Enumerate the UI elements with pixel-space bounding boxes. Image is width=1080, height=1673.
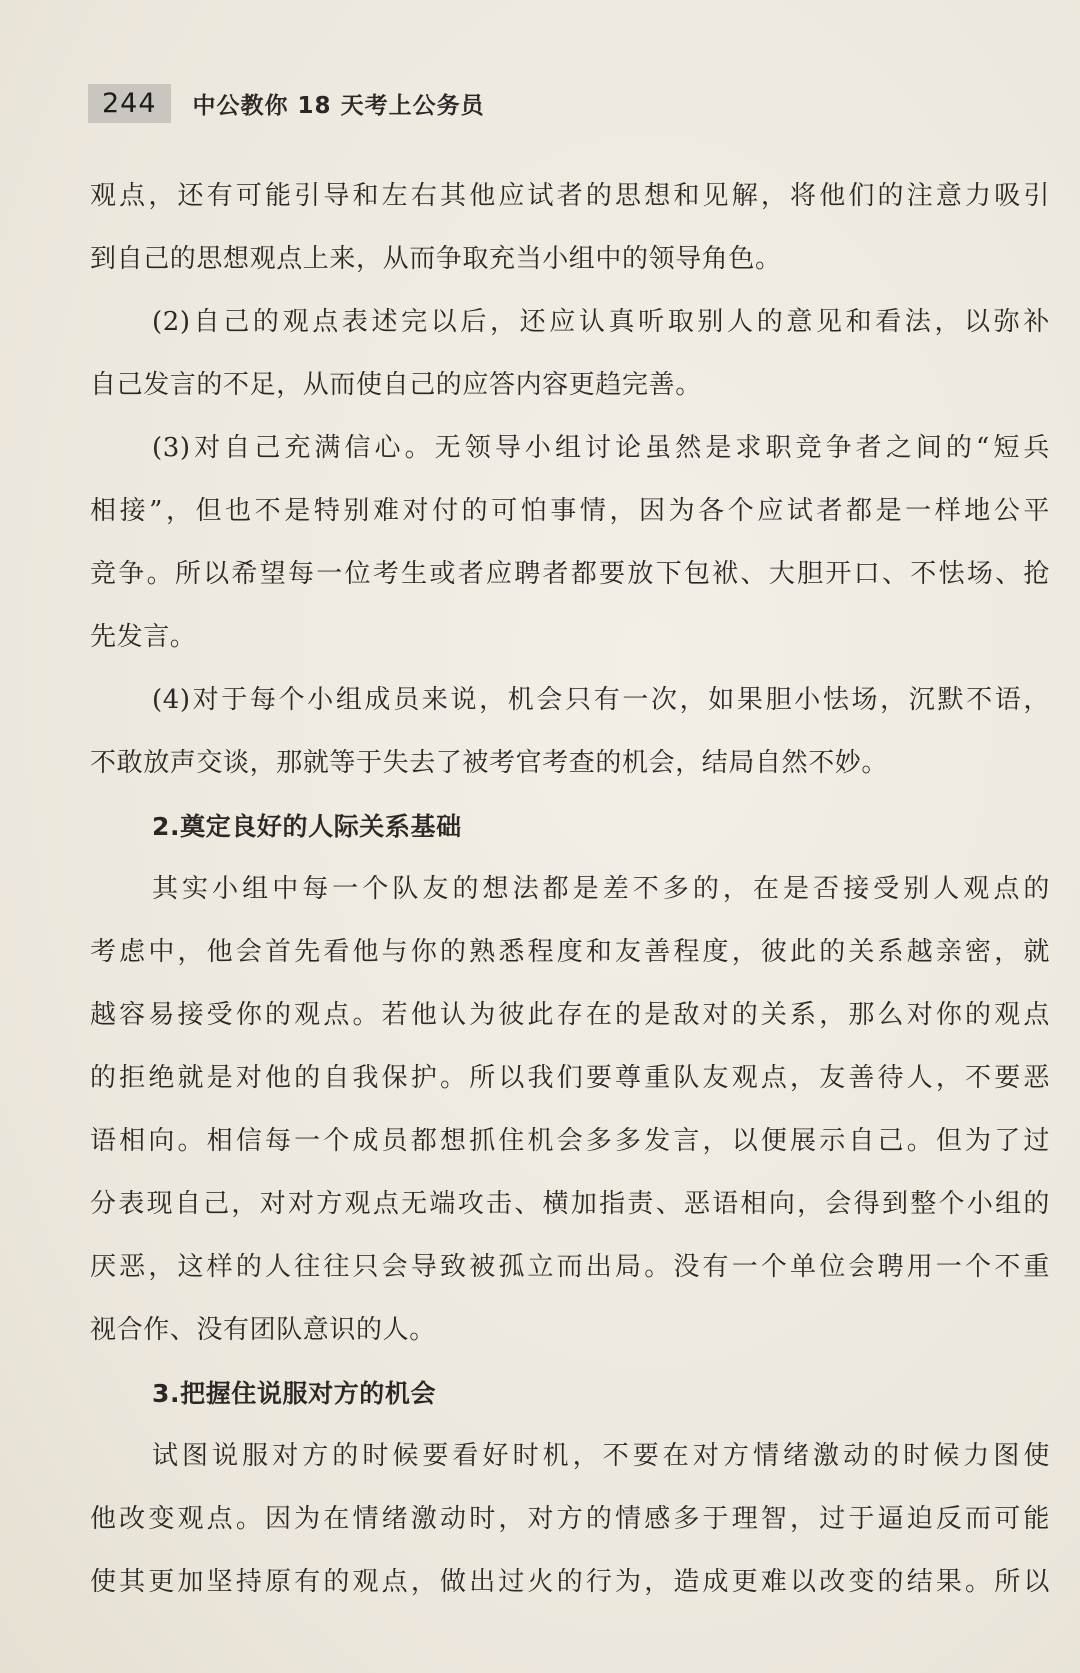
section-heading-text: 2.奠定良好的人际关系基础: [152, 812, 462, 841]
text-line: [90, 1299, 1050, 1362]
text-line: [90, 921, 1050, 984]
text-line: [90, 417, 1050, 480]
text-line-content: 分表现自己，对对方观点无端攻击、横加指责、恶语相向，会得到整个小组的: [90, 1189, 1050, 1219]
text-line: [90, 732, 1050, 795]
section-heading: [90, 795, 1050, 858]
text-line: [90, 1173, 1050, 1236]
text-line: [90, 669, 1050, 732]
text-line: [90, 1047, 1050, 1110]
page-number: 244: [88, 84, 171, 123]
text-line: [90, 1425, 1050, 1488]
text-line: [90, 354, 1050, 417]
text-line-content: 自己发言的不足，从而使自己的应答内容更趋完善。: [90, 370, 702, 400]
text-line-content: 他改变观点。因为在情绪激动时，对方的情感多于理智，过于逼迫反而可能: [90, 1504, 1050, 1534]
text-line-content: 视合作、没有团队意识的人。: [90, 1315, 436, 1345]
text-line-content: 相接”，但也不是特别难对付的可怕事情，因为各个应试者都是一样地公平: [90, 496, 1050, 526]
text-line-content: 到自己的思想观点上来，从而争取充当小组中的领导角色。: [90, 244, 782, 274]
page-header: [88, 80, 485, 126]
text-line-content: 试图说服对方的时候要看好时机，不要在对方情绪激动的时候力图使: [152, 1441, 1050, 1471]
text-line: [90, 291, 1050, 354]
text-line-content: (4)对于每个小组成员来说，机会只有一次，如果胆小怯场，沉默不语，: [152, 685, 1050, 715]
text-line-content: 厌恶，这样的人往往只会导致被孤立而出局。没有一个单位会聘用一个不重: [90, 1252, 1050, 1282]
text-line-content: 越容易接受你的观点。若他认为彼此存在的是敌对的关系，那么对你的观点: [90, 1000, 1050, 1030]
text-line-content: 的拒绝就是对他的自我保护。所以我们要尊重队友观点，友善待人，不要恶: [90, 1063, 1050, 1093]
text-line: [90, 984, 1050, 1047]
text-line-content: 语相向。相信每一个成员都想抓住机会多多发言，以便展示自己。但为了过: [90, 1126, 1050, 1156]
text-line-content: (2)自己的观点表述完以后，还应认真听取别人的意见和看法，以弥补: [152, 307, 1050, 337]
text-line-content: 使其更加坚持原有的观点，做出过火的行为，造成更难以改变的结果。所以: [90, 1567, 1050, 1597]
book-title: 中公教你 18 天考上公务员: [192, 92, 485, 119]
text-line: [90, 606, 1050, 669]
text-line: [90, 1551, 1050, 1614]
text-line-content: 不敢放声交谈，那就等于失去了被考官考查的机会，结局自然不妙。: [90, 748, 889, 778]
section-heading: [90, 1362, 1050, 1425]
text-line: [90, 165, 1050, 228]
text-line: [90, 1236, 1050, 1299]
text-line-content: 先发言。: [90, 622, 197, 652]
text-line-content: 观点，还有可能引导和左右其他应试者的思想和见解，将他们的注意力吸引: [90, 181, 1050, 211]
text-line-content: (3)对自己充满信心。无领导小组讨论虽然是求职竞争者之间的“短兵: [152, 433, 1050, 463]
text-line-content: 竞争。所以希望每一位考生或者应聘者都要放下包袱、大胆开口、不怯场、抢: [90, 559, 1050, 589]
text-line: [90, 543, 1050, 606]
section-heading-text: 3.把握住说服对方的机会: [152, 1379, 437, 1408]
text-line: [90, 228, 1050, 291]
text-line: [90, 858, 1050, 921]
text-line-content: 其实小组中每一个队友的想法都是差不多的，在是否接受别人观点的: [152, 874, 1050, 904]
body-text: [90, 165, 1050, 1614]
text-line: [90, 1110, 1050, 1173]
text-line: [90, 480, 1050, 543]
text-line: [90, 1488, 1050, 1551]
text-line-content: 考虑中，他会首先看他与你的熟悉程度和友善程度，彼此的关系越亲密，就: [90, 937, 1050, 967]
